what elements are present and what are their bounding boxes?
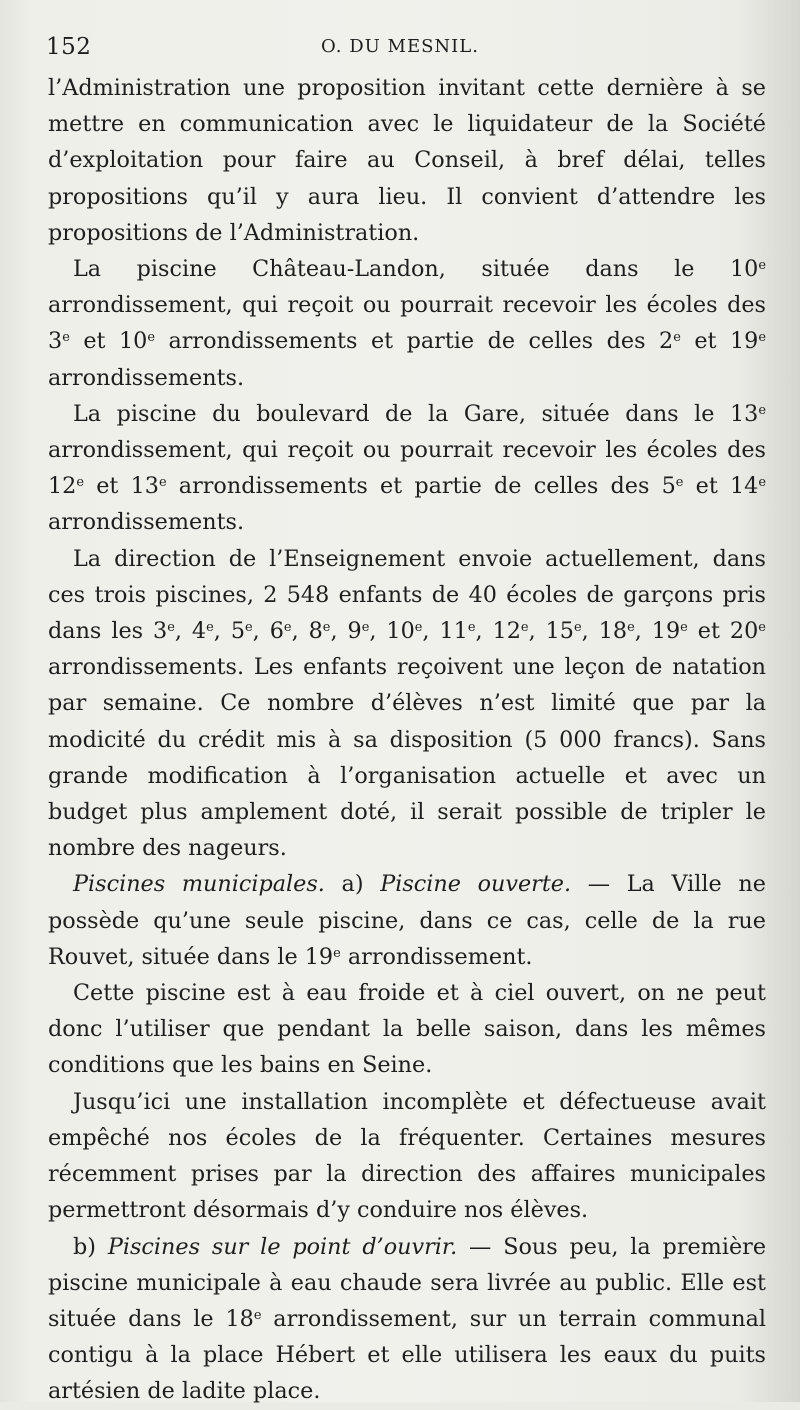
running-title: O. DU MESNIL. [321, 36, 479, 57]
page-header [46, 22, 754, 62]
paragraph-3: La piscine du boulevard de la Gare, située dans le 13e arrondissement, qui reçoit ou pourrait recevoir les écoles des 12e et 13e arrondissements et partie de celles des 5e et 14e arrondissements. [48, 400, 767, 536]
page-number: 152 [46, 34, 92, 60]
paragraph-7: Jusqu’ici une installation incomplète et défectueuse avait empêché nos écoles de la fréquenter. Certaines mesures récemment prises par la direction des affaires municipales permettront désormais d’y conduire nos élèves. [48, 1088, 766, 1224]
paragraph-6: Cette piscine est à eau froide et à ciel ouvert, on ne peut donc l’utiliser que pendant la belle saison, dans les mêmes conditions que les bains en Seine. [48, 980, 766, 1079]
paragraph-4: La direction de l’Enseignement envoie actuellement, dans ces trois piscines, 2 548 enfants de 40 écoles de garçons pris dans les 3e, 4e, 5e, 6e, 8e, 9e, 10e, 11e, 12e, 15e, 18e, 19e et 20e arrondissements. Les enfants reçoivent une leçon de natation par semaine. Ce nombre d’élèves n’est limité que par la modicité du crédit mis à sa disposition (5 000 francs). Sans grande modification à l’organisation actuelle et avec un budget plus amplement doté, il serait possible de tripler le nombre des nageurs. [48, 545, 766, 862]
paragraph-5: Piscines municipales. a) Piscine ouverte. — La Ville ne possède qu’une seule piscine, dans ce cas, celle de la rue Rouvet, située dans le 19e arrondissement. [48, 871, 766, 970]
paragraph-8: b) Piscines sur le point d’ouvrir. — Sous peu, la première piscine municipale à eau chaude sera livrée au public. Elle est située dans le 18e arrondissement, sur un terrain communal contigu à la place Hébert et elle utilisera les eaux du puits artésien de ladite place. [48, 1233, 767, 1405]
subsection-heading: Piscine ouverte. [380, 871, 572, 898]
body-text [48, 70, 766, 1410]
subsection-heading: Piscines sur le point d’ouvrir. [107, 1233, 458, 1260]
section-heading: Piscines municipales. [73, 871, 325, 898]
paragraph-1: l’Administration une proposition invitant cette dernière à se mettre en communication avec le liquidateur de la Société d’exploitation pour faire au Conseil, à bref délai, telles propositions qu’il y aura lieu. Il convient d’attendre les propositions de l’Administration. [48, 75, 766, 246]
paragraph-2: La piscine Château-Landon, située dans le 10e arrondissement, qui reçoit ou pourrait recevoir les écoles des 3e et 10e arrondissements et partie de celles des 2e et 19e arrondissements. [48, 256, 767, 391]
